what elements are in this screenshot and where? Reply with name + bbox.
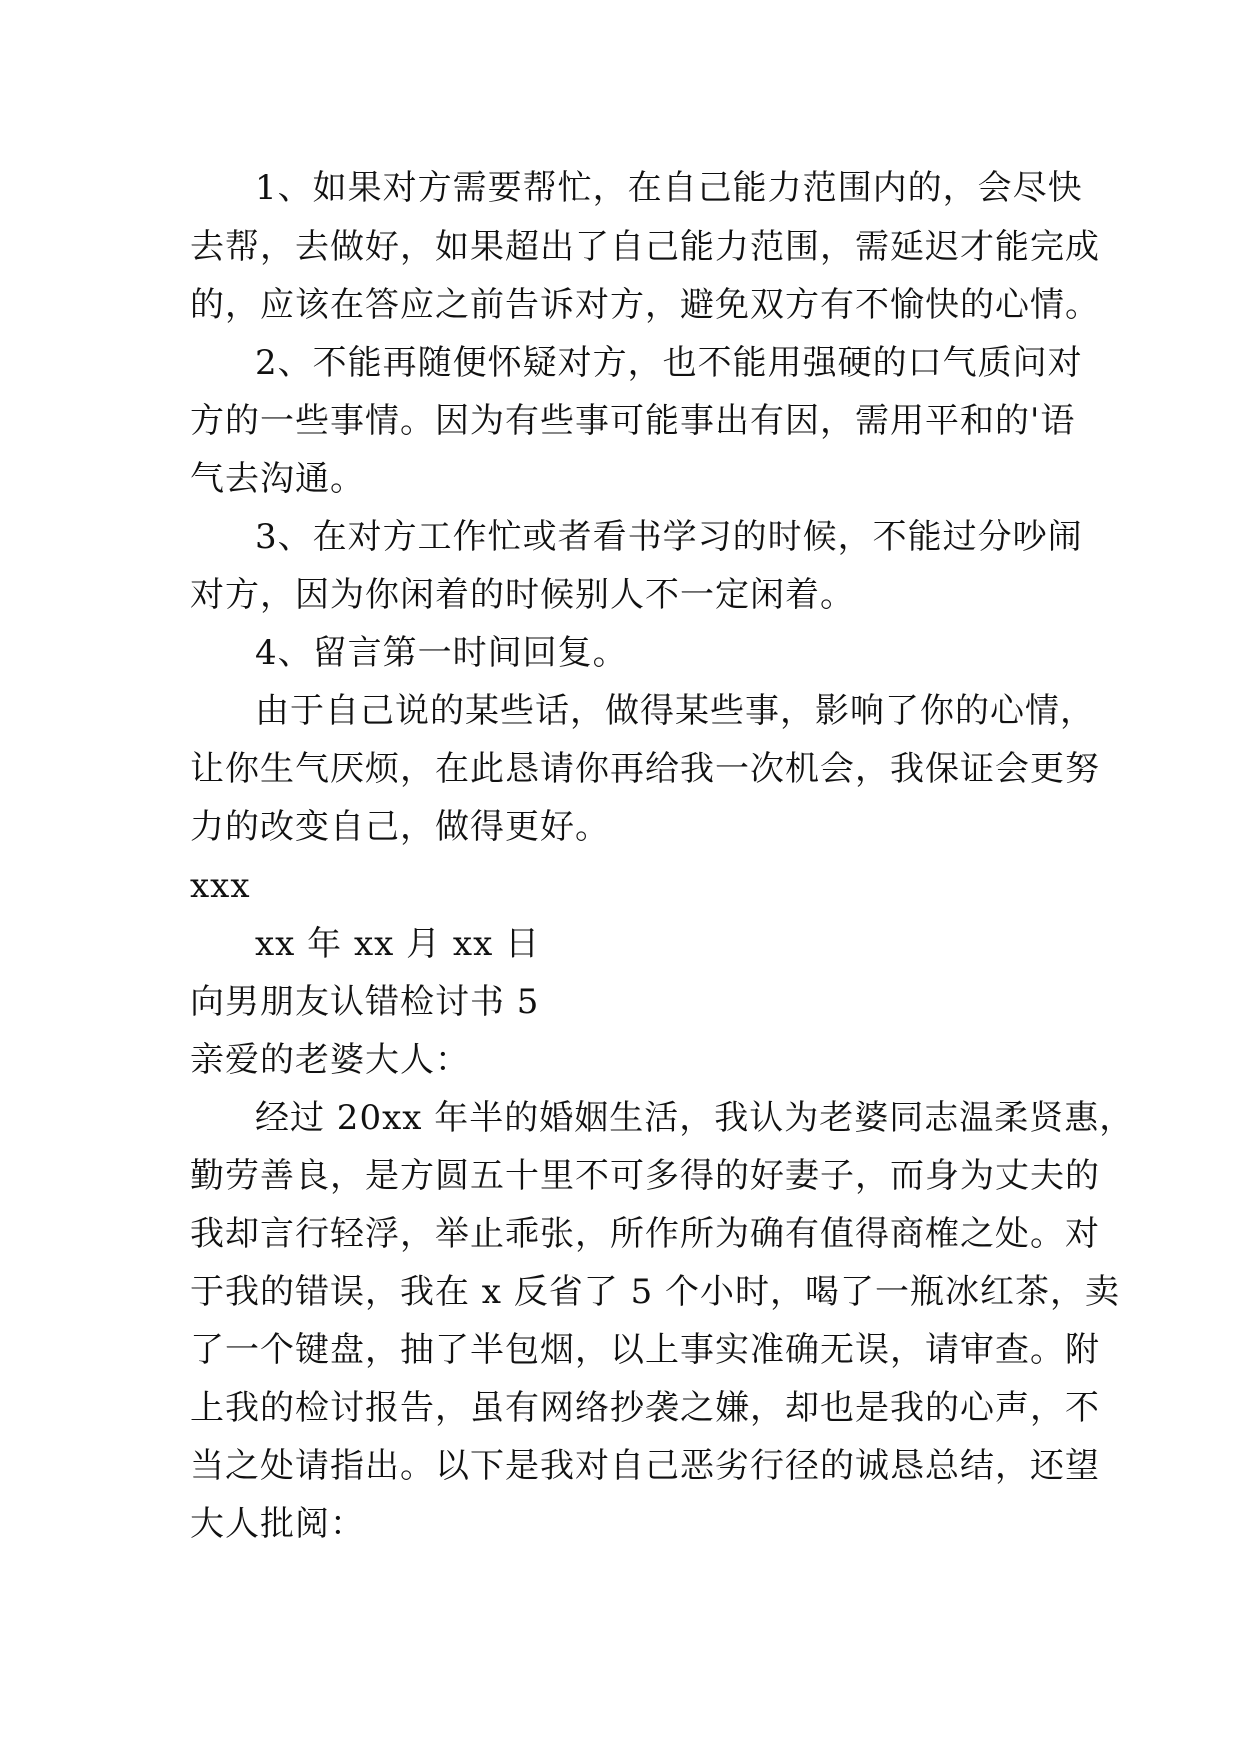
text-line: 由于自己说的某些话，做得某些事，影响了你的心情，: [255, 691, 1095, 731]
text-line: 当之处请指出。以下是我对自己恶劣行径的诚恳总结，还望: [190, 1446, 1100, 1486]
text-line: 经过 20xx 年半的婚姻生活，我认为老婆同志温柔贤惠，: [255, 1098, 1135, 1138]
signature-name: xxx: [190, 866, 251, 906]
text-line: 2、不能再随便怀疑对方，也不能用强硬的口气质问对: [255, 343, 1083, 383]
text-line: 上我的检讨报告，虽有网络抄袭之嫌，却也是我的心声，不: [190, 1388, 1100, 1428]
text-line: 对方，因为你闲着的时候别人不一定闲着。: [190, 575, 855, 615]
text-line: 我却言行轻浮，举止乖张，所作所为确有值得商榷之处。对: [190, 1214, 1100, 1254]
text-line: 气去沟通。: [190, 459, 365, 499]
text-line: 让你生气厌烦，在此恳请你再给我一次机会，我保证会更努: [190, 749, 1100, 789]
text-line: 大人批阅：: [190, 1504, 365, 1544]
text-line: 3、在对方工作忙或者看书学习的时候，不能过分吵闹: [255, 517, 1083, 557]
text-line: 方的一些事情。因为有些事可能事出有因，需用平和的'语: [190, 401, 1076, 441]
text-line: 勤劳善良，是方圆五十里不可多得的好妻子，而身为丈夫的: [190, 1156, 1100, 1196]
signature-date: xx 年 xx 月 xx 日: [255, 924, 541, 964]
text-line: 的，应该在答应之前告诉对方，避免双方有不愉快的心情。: [190, 285, 1100, 325]
text-line: 力的改变自己，做得更好。: [190, 807, 610, 847]
text-line: 去帮，去做好，如果超出了自己能力范围，需延迟才能完成: [190, 227, 1100, 267]
text-line: 于我的错误，我在 x 反省了 5 个小时，喝了一瓶冰红茶，卖: [190, 1272, 1121, 1312]
text-line: 了一个键盘，抽了半包烟，以上事实准确无误，请审查。附: [190, 1330, 1100, 1370]
text-line: 1、如果对方需要帮忙，在自己能力范围内的，会尽快: [255, 168, 1083, 208]
section-title: 向男朋友认错检讨书 5: [190, 982, 540, 1022]
salutation: 亲爱的老婆大人：: [190, 1040, 470, 1080]
text-line: 4、留言第一时间回复。: [255, 633, 628, 673]
